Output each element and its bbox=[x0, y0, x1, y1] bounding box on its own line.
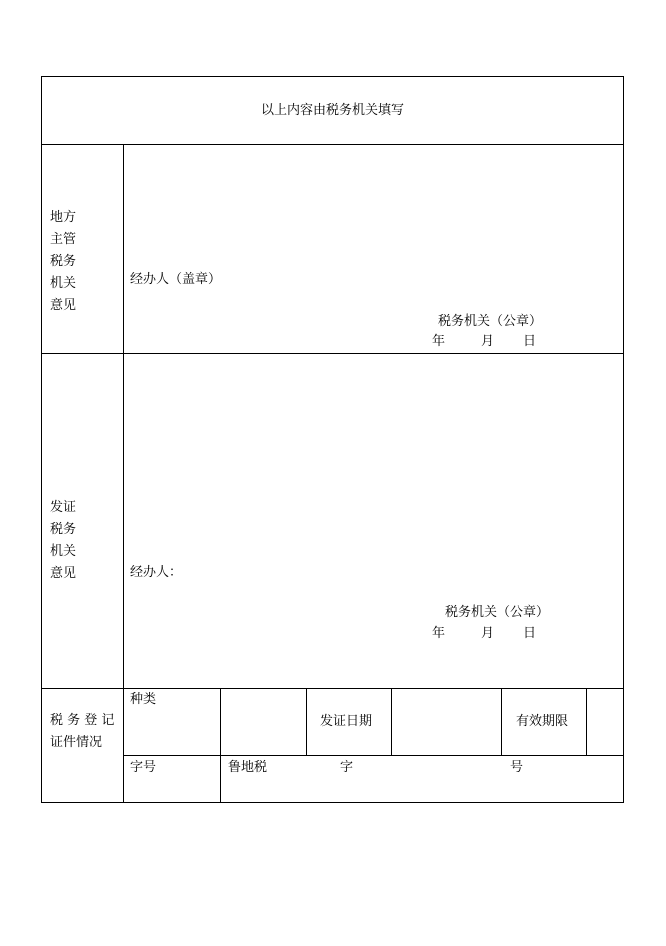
issuing-opinion-label-line: 机关 bbox=[50, 544, 77, 559]
certificate-number-label: 字号 bbox=[130, 760, 157, 775]
local-opinion-label bbox=[50, 207, 76, 317]
local-opinion-label-line: 地方 bbox=[50, 210, 77, 225]
divider-local-opinion bbox=[42, 353, 623, 354]
issue-date-label: 发证日期 bbox=[320, 714, 373, 729]
local-opinion-month: 月 bbox=[481, 334, 495, 349]
issuing-opinion-handler: 经办人： bbox=[130, 565, 183, 580]
divider-validity-value bbox=[586, 688, 587, 755]
issuing-opinion-label-line: 意见 bbox=[50, 566, 77, 581]
divider-issuing-opinion bbox=[42, 688, 623, 689]
divider-certificate-rows bbox=[123, 755, 623, 756]
divider-header bbox=[42, 144, 623, 145]
certificate-number-zi: 字 bbox=[340, 760, 354, 775]
certificate-label-line: 税 务 登 记 bbox=[50, 713, 115, 728]
issuing-opinion-seal: 税务机关（公章） bbox=[445, 605, 550, 620]
issuing-opinion-month: 月 bbox=[481, 626, 495, 641]
divider-validity-label bbox=[501, 688, 502, 755]
local-opinion-year: 年 bbox=[432, 334, 446, 349]
certificate-label-line: 证件情况 bbox=[50, 735, 103, 750]
local-opinion-label-line: 税务 bbox=[50, 254, 77, 269]
validity-label: 有效期限 bbox=[516, 714, 569, 729]
local-opinion-day: 日 bbox=[523, 334, 537, 349]
tax-registration-form bbox=[41, 76, 624, 803]
local-opinion-label-line: 机关 bbox=[50, 276, 77, 291]
certificate-type-label: 种类 bbox=[130, 692, 157, 707]
divider-label-column bbox=[123, 144, 124, 802]
issuing-opinion-label-line: 税务 bbox=[50, 522, 77, 537]
issuing-opinion-label-line: 发证 bbox=[50, 500, 77, 515]
divider-issue-date-label bbox=[306, 688, 307, 755]
local-opinion-label-line: 意见 bbox=[50, 298, 77, 313]
certificate-number-hao: 号 bbox=[510, 760, 524, 775]
local-opinion-seal: 税务机关（公章） bbox=[438, 314, 543, 329]
header-title: 以上内容由税务机关填写 bbox=[260, 103, 404, 118]
issuing-opinion-label bbox=[50, 497, 76, 585]
local-opinion-label-line: 主管 bbox=[50, 232, 77, 247]
certificate-label bbox=[50, 710, 114, 754]
divider-issue-date-value bbox=[391, 688, 392, 755]
issuing-opinion-year: 年 bbox=[432, 626, 446, 641]
local-opinion-handler: 经办人（盖章） bbox=[130, 272, 222, 287]
certificate-number-prefix: 鲁地税 bbox=[228, 760, 268, 775]
issuing-opinion-day: 日 bbox=[523, 626, 537, 641]
divider-type-value bbox=[220, 688, 221, 802]
